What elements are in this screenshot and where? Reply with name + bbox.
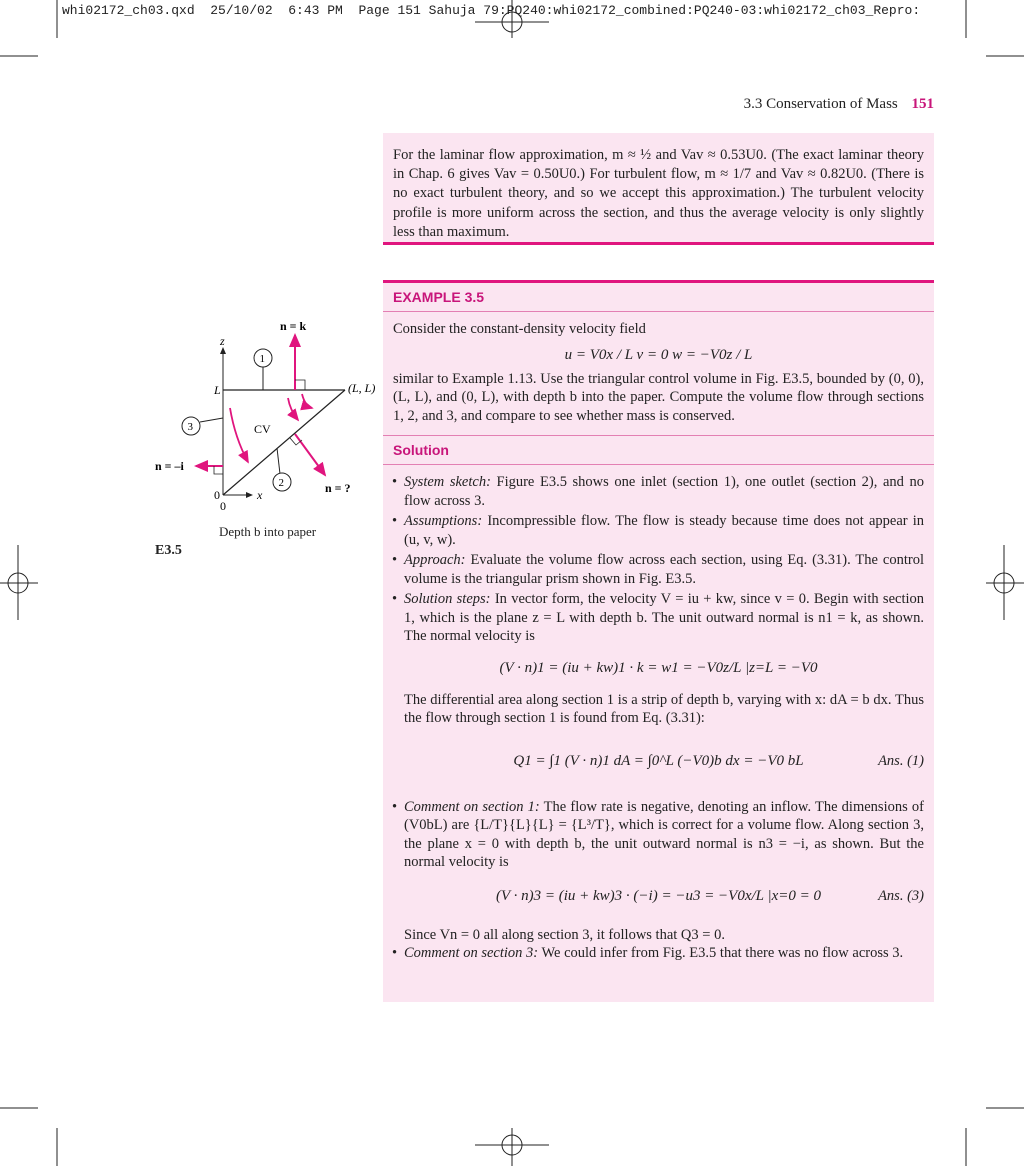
example-statement: Consider the constant-density velocity field: [393, 321, 646, 337]
solution-list: [383, 473, 934, 646]
section-title: 3.3 Conservation of Mass: [743, 96, 898, 112]
since-text: Since Vn = 0 all along section 3, it follows that Q3 = 0.: [404, 926, 725, 943]
example-box: [383, 280, 934, 1002]
L-label: L: [214, 383, 221, 397]
n-minus-i-label: n = –i: [155, 459, 184, 473]
example-title: EXAMPLE 3.5: [383, 283, 934, 312]
section-2-label: 2: [278, 477, 284, 489]
print-slug: whi02172_ch03.qxd 25/10/02 6:43 PM Page 151 Sahuja 79:PQ240:whi02172_combined:PQ240-03:whi02172_ch03_Repro:: [62, 3, 921, 18]
section-3-leader: [200, 418, 223, 422]
q1-equation: Q1 = ∫1 (V · n)1 dA = ∫0^L (−V0)b dx = −V0 bL: [513, 752, 804, 769]
figure-caption: Depth b into paper: [219, 524, 317, 539]
example-statement-2: similar to Example 1.13. Use the triangular control volume in Fig. E3.5, bounded by (0, 0), (L, L), and (0, L), with depth b into the paper. Compute the volume flow through sections 1, 2, and 3, and compare to see whether mass is conserved.: [393, 370, 924, 424]
section-1-label: 1: [259, 353, 265, 365]
list-item: • Approach: Evaluate the volume flow across each section, using Eq. (3.31). The control volume is the triangular prism shown in Fig. E3.5.: [404, 551, 924, 588]
right-angle-mark-3: [214, 466, 223, 474]
cv-label: CV: [254, 422, 271, 436]
right-angle-mark-1: [295, 380, 305, 390]
LL-label: (L, L): [348, 381, 376, 395]
nq-label: n = ?: [325, 481, 351, 495]
list-item: • System sketch: Figure E3.5 shows one inlet (section 1), one outlet (section 2), and no flow across 3.: [404, 473, 924, 510]
z-label: z: [220, 334, 225, 348]
normal-velocity-eq-3: (V · n)3 = (iu + kw)3 · (−i) = −u3 = −V0x/L |x=0 = 0: [495, 887, 822, 904]
origin-label-b: 0: [220, 499, 226, 513]
area-paragraph: The differential area along section 1 is a strip of depth b, varying with x: dA = b dx. Thus the flow through section 1 is found from Eq. (3.31):: [404, 691, 924, 726]
list-item: • Comment on section 1: The flow rate is negative, denoting an inflow. The dimensions of (V0bL) are {L/T}{L}{L} = {L³/T}, which is correct for a volume flow. Along section 3, the plane x = 0 with depth b, the unit outward normal is n3 = −i, as shown. But the normal velocity is: [404, 798, 924, 872]
solution-title: Solution: [383, 435, 934, 465]
right-angle-mark-2: [290, 438, 302, 445]
page-number: 151: [911, 96, 934, 112]
list-item: • Comment on section 3: We could infer from Fig. E3.5 that there was no flow across 3.: [404, 944, 924, 963]
answer-1: Ans. (1): [878, 752, 924, 769]
x-label: x: [257, 488, 263, 502]
section-2-leader: [277, 448, 280, 474]
normal-velocity-eq-1: (V · n)1 = (iu + kw)1 · k = w1 = −V0z/L |z=L = −V0: [499, 659, 818, 676]
running-head: [744, 96, 934, 113]
comment-list-2: [383, 944, 934, 963]
q1-equation-row: [383, 728, 934, 798]
comment-list: [383, 798, 934, 872]
figure-id: E3.5: [155, 543, 182, 558]
origin-label-a: 0: [214, 488, 220, 502]
flow-arrow: [302, 394, 312, 408]
list-item: • Assumptions: Incompressible flow. The flow is steady because time does not appear in (u, v, w).: [404, 512, 924, 549]
normal3-equation-row: [383, 874, 934, 920]
nk-label: n = k: [280, 319, 307, 333]
answer-3: Ans. (3): [878, 887, 924, 904]
list-item: • Solution steps: In vector form, the velocity V = iu + kw, since v = 0. Begin with section 1, which is the plane z = L with depth b. The unit outward normal is n1 = k, as shown. The normal velocity is: [404, 590, 924, 646]
intro-paragraph: For the laminar flow approximation, m ≈ ½ and Vav ≈ 0.53U0. (The exact laminar theory in Chap. 6 gives Vav = 0.50U0.) For turbulent flow, m ≈ 1/7 and Vav ≈ 0.82U0. (There is no exact turbulent theory, and so we accept this approximation.) The turbulent velocity profile is more uniform across the section, and thus the average velocity is only slightly less than maximum.: [383, 133, 934, 245]
flow-arrow: [230, 408, 248, 462]
figure-e3-5: [140, 310, 385, 525]
normal-unknown-arrow: [295, 434, 325, 475]
section-3-label: 3: [187, 421, 193, 433]
flow-arrow: [288, 398, 298, 420]
velocity-field-equation: u = V0x / L v = 0 w = −V0z / L: [564, 346, 753, 363]
